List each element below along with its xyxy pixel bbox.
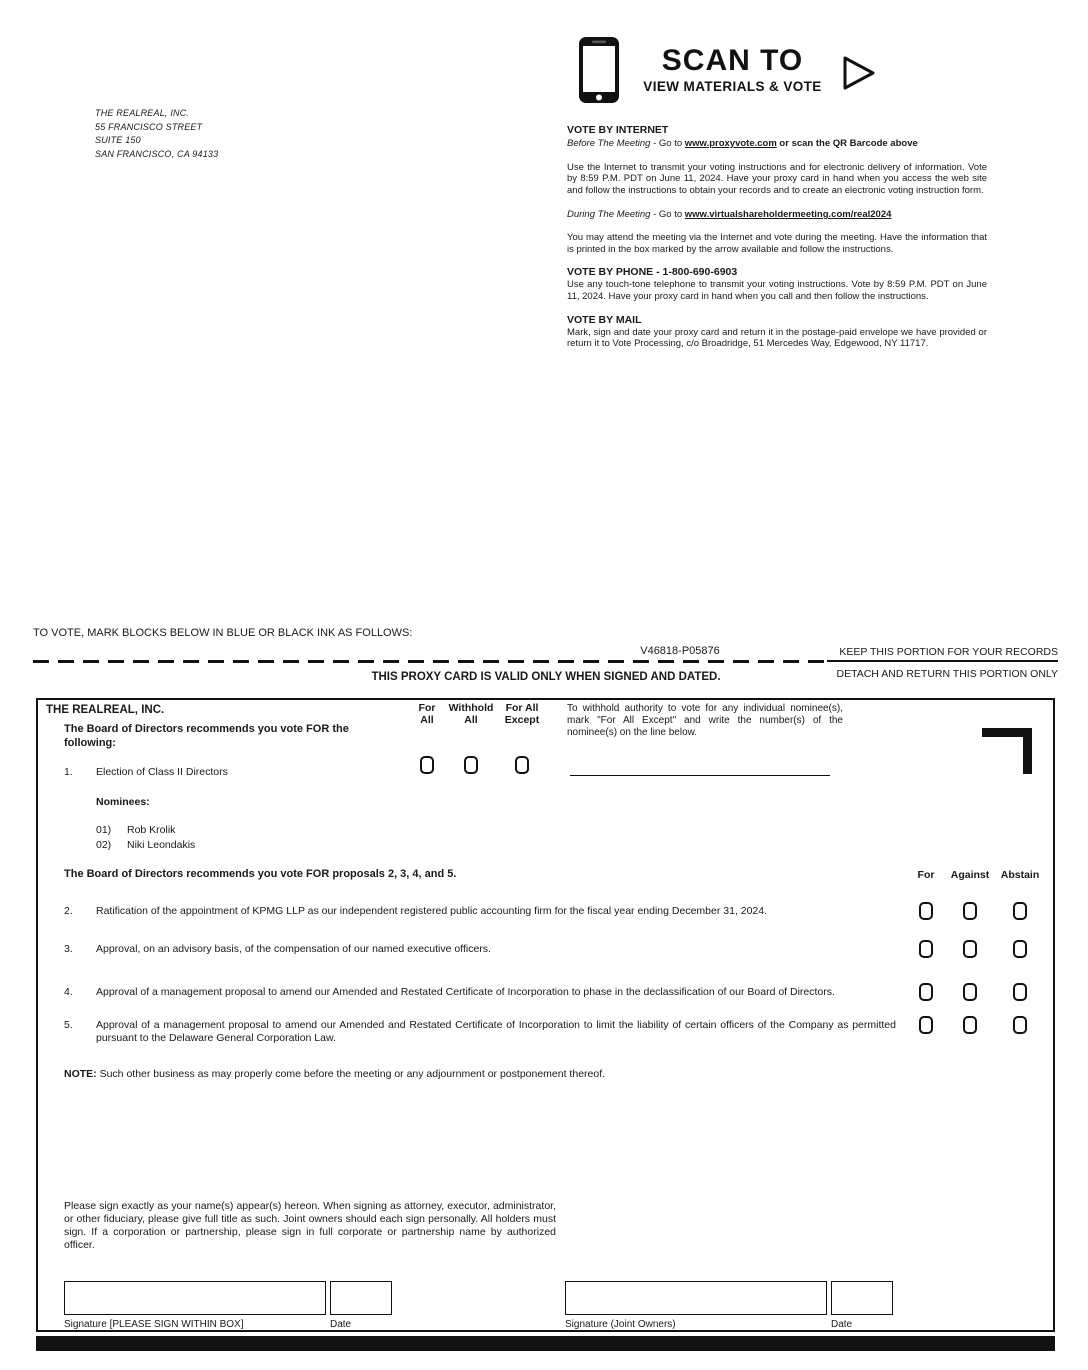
nominee-number: 01)	[96, 824, 112, 836]
nominees-label: Nominees:	[96, 796, 150, 808]
signature-box-joint[interactable]	[565, 1281, 827, 1315]
checkbox-proposal2-against[interactable]	[963, 902, 977, 920]
column-header-line: All	[420, 713, 434, 726]
note-label: NOTE:	[64, 1068, 97, 1080]
item1-text: Election of Class II Directors	[96, 766, 228, 778]
signature-joint-label: Signature (Joint Owners)	[565, 1319, 676, 1330]
column-header-line: Except	[504, 713, 540, 726]
proposal-text: Ratification of the appointment of KPMG LLP as our independent registered public accounting firm for the fiscal year ending December 31, 2024.	[96, 905, 768, 917]
checkbox-proposal2-for[interactable]	[919, 902, 933, 920]
signature-box-primary[interactable]	[64, 1281, 326, 1315]
checkbox-proposal5-for[interactable]	[919, 1016, 933, 1034]
checkbox-proposal4-against[interactable]	[963, 983, 977, 1001]
vote-mail-heading: VOTE BY MAIL	[567, 313, 642, 326]
sender-line: SUITE 150	[95, 135, 141, 145]
date-box-joint[interactable]	[831, 1281, 893, 1315]
registration-corner-mark	[982, 728, 1032, 774]
proposal-text: Approval of a management proposal to amend our Amended and Restated Certificate of Incorporation to limit the liability of certain officers of the Company as permitted pursuant to the Delaware General Corporation Law.	[96, 1019, 896, 1044]
vote-phone-paragraph: Use any touch-tone telephone to transmit your voting instructions. Vote by 8:59 P.M. PDT on June 11, 2024. Have your proxy card in hand when you call and then follow the instructions.	[567, 279, 987, 302]
checkbox-proposal5-against[interactable]	[963, 1016, 977, 1034]
column-header-line: All	[464, 713, 478, 726]
checkbox-directors-for-all[interactable]	[420, 756, 434, 774]
control-number: V46818-P05876	[640, 645, 720, 657]
detach-return-notice: DETACH AND RETURN THIS PORTION ONLY	[836, 668, 1058, 680]
item1-number: 1.	[64, 766, 73, 778]
proposal-number: 5.	[64, 1019, 73, 1031]
column-header-line: For	[418, 702, 436, 714]
mark-blocks-instruction: TO VOTE, MARK BLOCKS BELOW IN BLUE OR BLACK INK AS FOLLOWS:	[33, 627, 413, 639]
checkbox-proposal5-abstain[interactable]	[1013, 1016, 1027, 1034]
internet-before-paragraph: Use the Internet to transmit your voting instructions and for electronic delivery of information. Vote by 8:59 P.M. PDT on June 11, 2024. Have your proxy card in hand when you access the web site and follow the instructions to obtain your records and to create an electronic voting instruction form.	[567, 161, 987, 197]
sender-line: SAN FRANCISCO, CA 94133	[95, 148, 219, 159]
column-header-abstain: Abstain	[1000, 869, 1040, 881]
internet-during-paragraph: You may attend the meeting via the Internet and vote during the meeting. Have the information that is printed in the box marked by the arrow available and follow the instructions.	[567, 231, 987, 255]
scanner-black-strip	[36, 1336, 1055, 1351]
keep-portion-underline	[827, 660, 1058, 662]
nominee-name: Niki Leondakis	[127, 839, 196, 851]
date-joint-label: Date	[831, 1319, 853, 1330]
proposal-number: 3.	[64, 943, 73, 955]
before-meeting-label: Before The Meeting	[567, 137, 651, 149]
vote-phone-heading: VOTE BY PHONE - 1-800-690-6903	[567, 266, 738, 279]
valid-when-signed-notice: THIS PROXY CARD IS VALID ONLY WHEN SIGNED AND DATED.	[371, 671, 721, 683]
keep-portion-text: KEEP THIS PORTION FOR YOUR RECORDS	[839, 646, 1058, 658]
sender-line: THE REALREAL, INC.	[95, 108, 190, 118]
arrow-right-icon	[838, 52, 880, 99]
column-header-for: For	[917, 869, 935, 881]
column-header-line: For All	[505, 702, 539, 714]
checkbox-proposal2-abstain[interactable]	[1013, 902, 1027, 920]
proposal-number: 4.	[64, 986, 73, 998]
before-meeting-line	[567, 138, 987, 150]
nominee-number: 02)	[96, 839, 112, 851]
vote-mail-paragraph: Mark, sign and date your proxy card and return it in the postage-paid envelope we have provided or return it to Vote Processing, c/o Broadridge, 51 Mercedes Way, Edgewood, NY 11717.	[567, 326, 987, 350]
sender-line: 55 FRANCISCO STREET	[95, 121, 203, 132]
vote-internet-heading: VOTE BY INTERNET	[567, 124, 669, 136]
for-all-except-writein-line[interactable]	[570, 775, 830, 776]
checkbox-proposal3-against[interactable]	[963, 940, 977, 958]
scan-title: SCAN TO	[661, 44, 804, 77]
note-text: Such other business as may properly come before the meeting or any adjournment or postponement thereof.	[96, 1068, 606, 1080]
column-header-line: Withhold	[448, 702, 494, 714]
proxyvote-link[interactable]: www.proxyvote.com	[684, 137, 777, 149]
checkbox-proposal4-for[interactable]	[919, 983, 933, 1001]
nominee-name: Rob Krolik	[127, 824, 176, 836]
checkbox-proposal3-abstain[interactable]	[1013, 940, 1027, 958]
during-meeting-line	[567, 209, 987, 221]
proposal-number: 2.	[64, 905, 73, 917]
checkbox-directors-withhold-all[interactable]	[464, 756, 478, 774]
withhold-authority-note: To withhold authority to vote for any individual nominee(s), mark "For All Except" and write the number(s) of the nominee(s) on the line below.	[567, 703, 843, 738]
column-header-for-all-except	[497, 703, 547, 726]
column-header-withhold-all	[443, 703, 499, 726]
checkbox-proposal3-for[interactable]	[919, 940, 933, 958]
company-name: THE REALREAL, INC.	[46, 704, 165, 716]
date-primary-label: Date	[330, 1319, 352, 1330]
board-recommendation-1: The Board of Directors recommends you vote FOR the following:	[64, 723, 349, 749]
virtualshareholdermeeting-link[interactable]: www.virtualshareholdermeeting.com/real2024	[684, 208, 892, 220]
smartphone-icon	[578, 36, 620, 109]
before-meeting-tail: or scan the QR Barcode above	[776, 137, 918, 149]
proposal-text: Approval of a management proposal to amend our Amended and Restated Certificate of Incorporation to phase in the declassification of our Board of Directors.	[96, 986, 835, 998]
column-header-against: Against	[950, 869, 990, 881]
date-box-primary[interactable]	[330, 1281, 392, 1315]
perforation-dash-line	[33, 660, 825, 663]
board-recommendation-2: The Board of Directors recommends you vote FOR proposals 2, 3, 4, and 5.	[64, 868, 457, 880]
checkbox-proposal4-abstain[interactable]	[1013, 983, 1027, 1001]
sender-address	[95, 107, 218, 161]
during-meeting-label: During The Meeting	[567, 208, 651, 220]
vote-by-internet-section	[567, 125, 987, 350]
during-meeting-goto: - Go to	[650, 208, 685, 220]
scan-subtitle: VIEW MATERIALS & VOTE	[643, 79, 822, 94]
proposal-text: Approval, on an advisory basis, of the compensation of our named executive officers.	[96, 943, 491, 955]
checkbox-directors-for-all-except[interactable]	[515, 756, 529, 774]
before-meeting-goto: - Go to	[650, 137, 685, 149]
signing-instructions: Please sign exactly as your name(s) appear(s) hereon. When signing as attorney, executor, administrator, or other fiduciary, please give full title as such. Joint owners should each sign personally. All holders must sign. If a corporation or partnership, please sign in full corporate or partnership name by authorized officer.	[64, 1200, 556, 1251]
note-line	[64, 1068, 914, 1080]
signature-primary-label: Signature [PLEASE SIGN WITHIN BOX]	[64, 1319, 244, 1330]
scan-heading	[630, 44, 835, 94]
